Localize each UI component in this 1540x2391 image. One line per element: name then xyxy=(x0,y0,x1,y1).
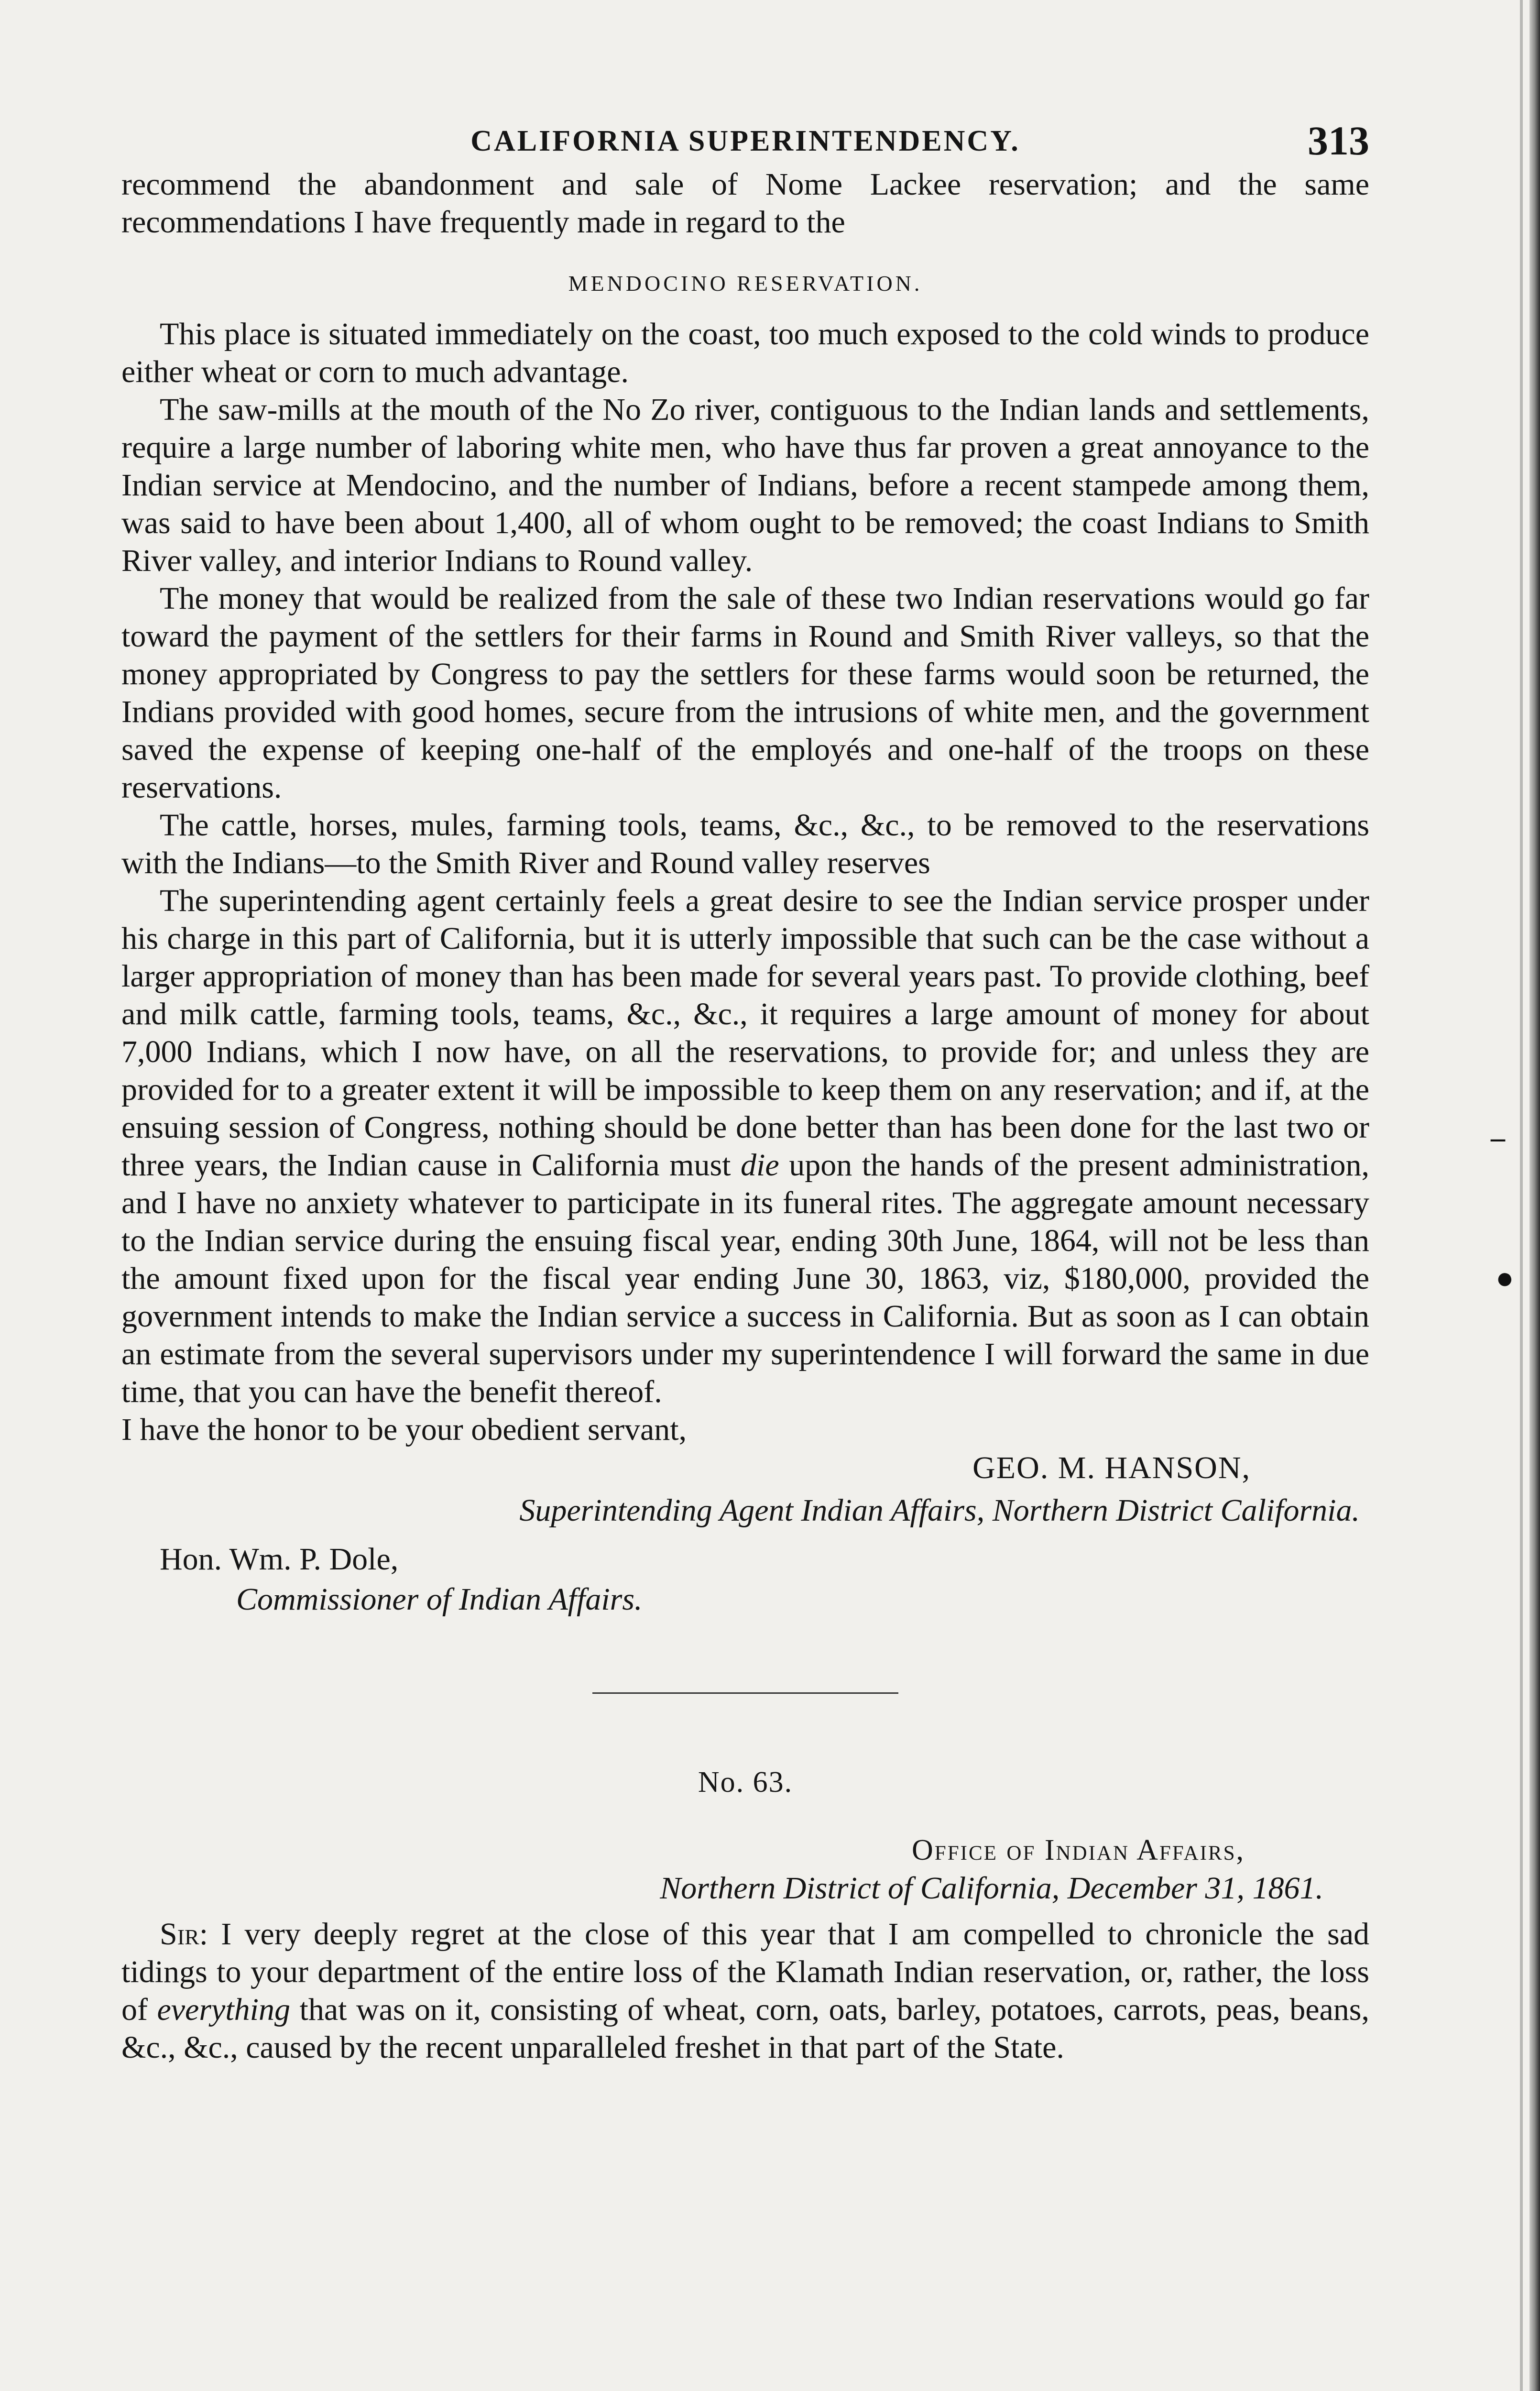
salutation: Sir: xyxy=(160,1917,208,1952)
addressee-name: Hon. Wm. P. Dole, xyxy=(160,1542,399,1577)
margin-dot-mark: ● xyxy=(1496,1261,1514,1295)
page-content xyxy=(121,110,1369,2066)
letter-body-part-1: I very deeply regret at the close of this year that I am compelled to chronicle the sad tidings to your department of the entire loss of the Klamath Indian reservation, or, rather, the loss of xyxy=(121,1917,1369,2027)
signature-name: GEO. M. HANSON, xyxy=(972,1450,1251,1485)
paragraph-1: This place is situated immediately on the coast, too much exposed to the cold winds to produce either wheat or corn to much advantage. xyxy=(121,317,1369,389)
page-number: 313 xyxy=(1308,118,1369,164)
paragraph-2: The saw-mills at the mouth of the No Zo river, contiguous to the Indian lands and settlements, require a large number of laboring white men, who have thus far proven a great annoyance to the Indian service at Mendocino, and the number of Indians, before a recent stampede among them, was said to have been about 1,400, all of whom ought to be removed; the coast Indians to Smith River valley, and interior Indians to Round valley. xyxy=(121,392,1369,578)
margin-dash-mark: – xyxy=(1491,1122,1505,1153)
office-line xyxy=(121,1831,1369,1869)
paragraph-5-part-1: The superintending agent certainly feels a great desire to see the Indian service prosper under his charge in this part of California, but it is utterly impossible that such can be the case without a larger appropriation of money than has been made for several years past. To provide clothing, beef and milk cattle, farming tools, teams, &c., &c., it requires a large amount of money for about 7,000 Indians, which I now have, on all the reservations, to provide for; and unless they are provided for to a greater extent it will be impossible to keep them on any reservation; and if, at the ensuing session of Congress, nothing should be done better than has been done for the last two or three years, the Indian cause in California must xyxy=(121,883,1369,1183)
letter-body xyxy=(121,1915,1369,2066)
letter-body-italic-word: everything xyxy=(157,1992,291,2027)
addressee-title: Commissioner of Indian Affairs. xyxy=(236,1582,643,1617)
paragraph-3: The money that would be realized from the sale of these two Indian reservations would go far toward the payment of the settlers for their farms in Round and Smith River valleys, so that the money appropriated by Congress to pay the settlers for these farms would soon be returned, the Indians provided with good homes, secure from the intrusions of white men, and the government saved the expense of keeping one-half of the employés and one-half of the troops on these reservations. xyxy=(121,581,1369,805)
page-edge xyxy=(1529,0,1540,2391)
paragraph-5-part-2: upon the hands of the present administration, and I have no anxiety whatever to participate in its funeral rites. The aggregate amount necessary to the Indian service during the ensuing fiscal year, ending 30th June, 1864, will not be less than the amount fixed upon for the fiscal year ending June 30, 1863, viz, $180,000, provided the government intends to make the Indian service a success in California. But as soon as I can obtain an estimate from the several supervisors under my superintendence I will forward the same in due time, that you can have the benefit thereof. xyxy=(121,1148,1369,1409)
section-divider xyxy=(592,1692,898,1694)
section-heading: MENDOCINO RESERVATION. xyxy=(568,271,923,296)
running-title: CALIFORNIA SUPERINTENDENCY. xyxy=(470,125,1020,157)
signature-title: Superintending Agent Indian Affairs, Northern District California. xyxy=(519,1493,1360,1528)
letter-body-part-2: that was on it, consisting of wheat, corn, oats, barley, potatoes, carrots, peas, beans, &c., &c., caused by the recent unparalleled freshet in that part of the State. xyxy=(121,1992,1369,2065)
document-number: No. 63. xyxy=(698,1766,793,1799)
closing-line: I have the honor to be your obedient servant, xyxy=(121,1412,687,1447)
paragraph-5 xyxy=(121,882,1369,1411)
dateline: Northern District of California, December 31, 1861. xyxy=(660,1871,1323,1906)
office-name: Office of Indian Affairs, xyxy=(912,1834,1245,1866)
paragraph-5-italic-word: die xyxy=(741,1148,779,1183)
page-edge-shadow xyxy=(1520,0,1523,2391)
paragraph-4: The cattle, horses, mules, farming tools, teams, &c., &c., to be removed to the reservations with the Indians—to the Smith River and Round valley reserves xyxy=(121,808,1369,880)
opening-paragraph: recommend the abandonment and sale of Nome Lackee reservation; and the same recommendations I have frequently made in regard to the xyxy=(121,167,1369,240)
running-header xyxy=(121,110,1369,167)
